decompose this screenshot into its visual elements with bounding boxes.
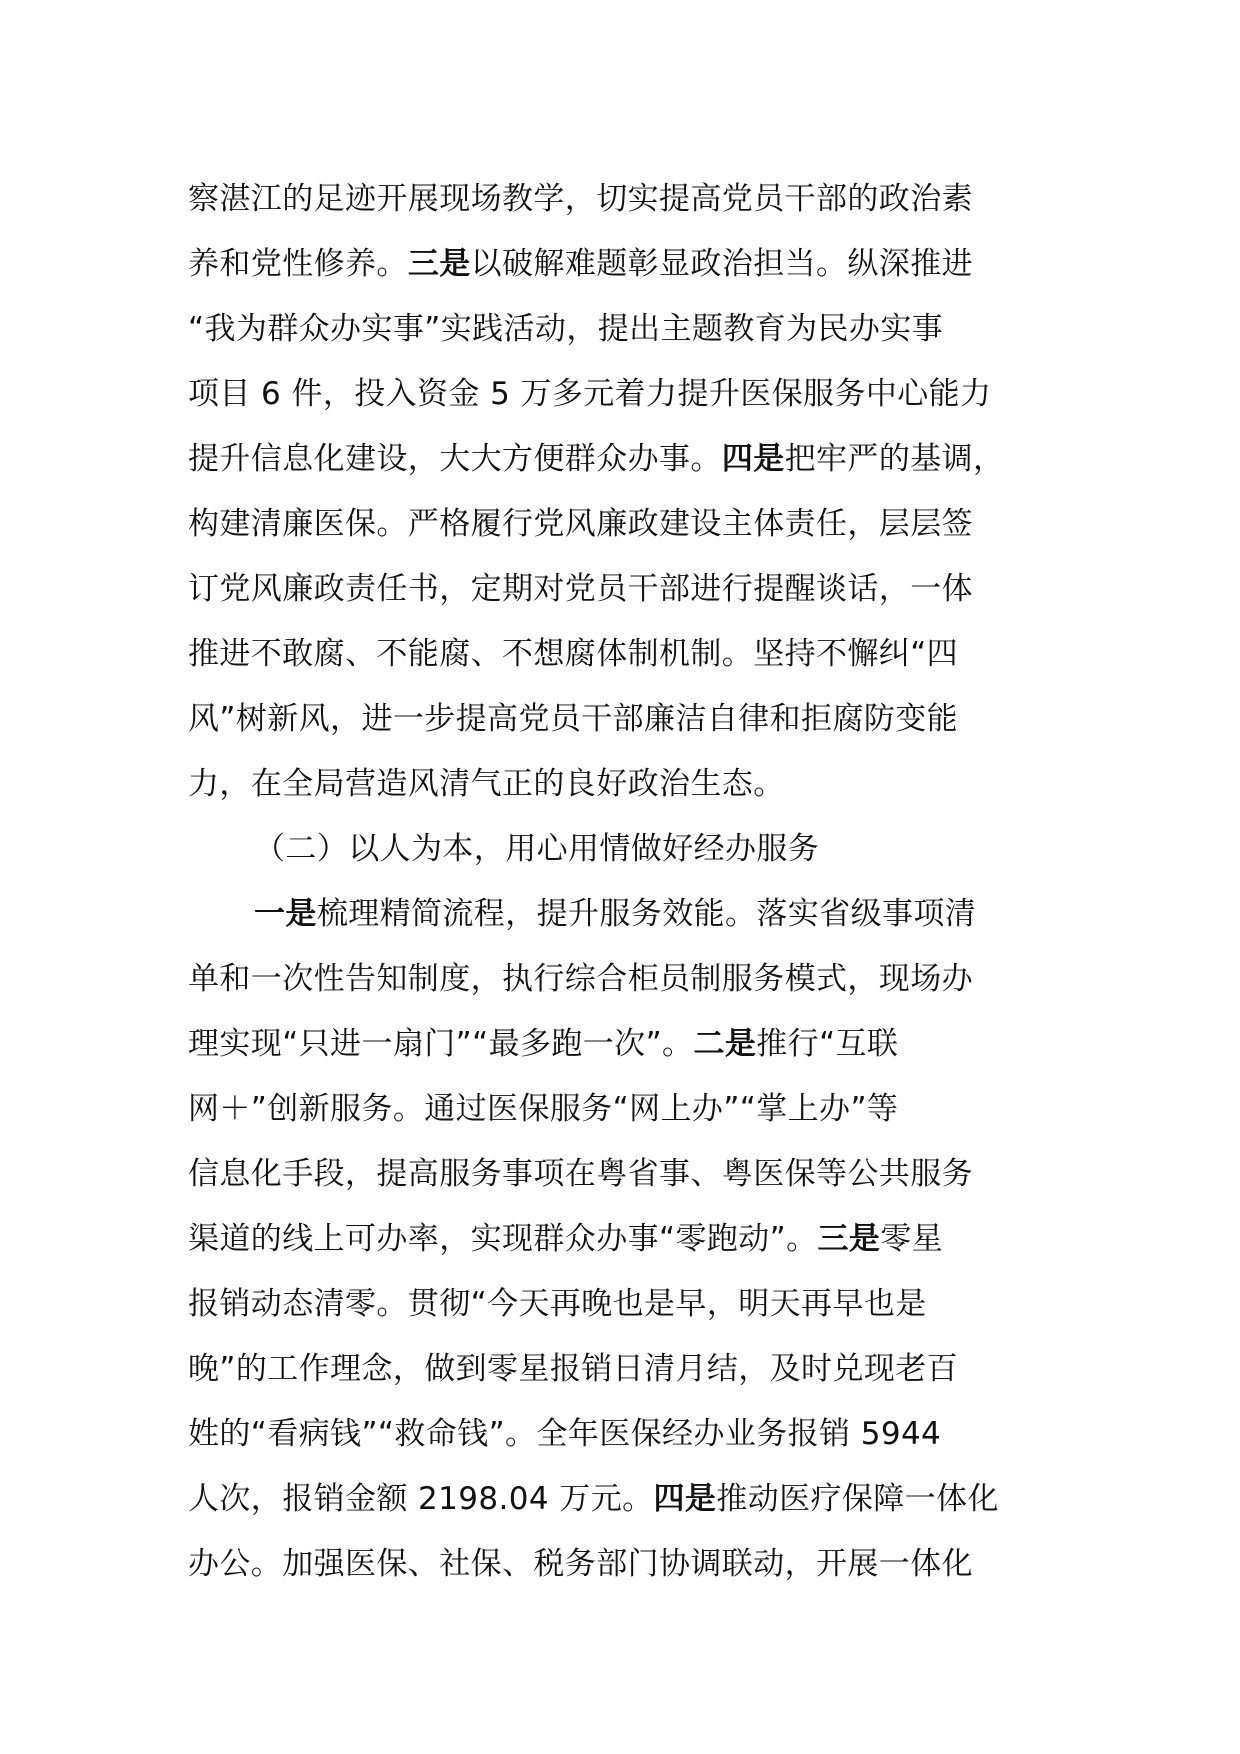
text-segment: 报销动态清零。贯彻“今天再晚也是早，明天再早也是: [188, 1286, 927, 1322]
text-segment: 姓的“看病钱”“救命钱”。全年医保经办业务报销 5944: [188, 1416, 942, 1452]
text-segment: 养和党性修养。: [188, 246, 408, 282]
bold-marker: 三是: [817, 1221, 881, 1257]
text-segment: 察湛江的足迹开展现场教学，切实提高党员干部的政治素: [188, 181, 973, 217]
text-line: [188, 362, 1088, 427]
text-segment: 力，在全局营造风清气正的良好政治生态。: [188, 766, 785, 802]
text-segment: 网＋”创新服务。通过医保服务“网上办”“掌上办”等: [188, 1091, 899, 1127]
text-line: [188, 1467, 1088, 1532]
text-segment: 风”树新风，进一步提高党员干部廉洁自律和拒腐防变能: [188, 701, 959, 737]
text-segment: 单和一次性告知制度，执行综合柜员制服务模式，现场办: [188, 961, 973, 997]
bold-marker: 二是: [693, 1026, 757, 1062]
text-line: [188, 492, 1088, 557]
text-segment: 把牢严的基调，: [784, 441, 1005, 477]
text-line: [188, 1142, 1088, 1207]
text-segment: 零星: [880, 1221, 944, 1257]
text-line: [188, 947, 1088, 1012]
bold-marker: 一是: [254, 896, 317, 932]
text-segment: 办公。加强医保、社保、税务部门协调联动，开展一体化: [188, 1546, 973, 1582]
text-segment: 提升信息化建设，大大方便群众办事。: [188, 441, 722, 477]
bold-marker: 四是: [653, 1481, 717, 1517]
text-line: [188, 1077, 1088, 1142]
text-segment: 晚”的工作理念，做到零星报销日清月结，及时兑现老百: [188, 1351, 959, 1387]
text-line: [188, 232, 1088, 297]
bold-marker: 三是: [407, 246, 471, 282]
text-segment: （二）以人为本，用心用情做好经办服务: [254, 831, 820, 867]
text-line: [188, 167, 1088, 232]
text-line: [188, 687, 1088, 752]
text-segment: 构建清廉医保。严格履行党风廉政建设主体责任，层层签: [188, 506, 973, 542]
text-line: [188, 1012, 1088, 1077]
text-line: [188, 1532, 1088, 1597]
text-segment: 以破解难题彰显政治担当。纵深推进: [470, 246, 974, 282]
text-segment: 渠道的线上可办率，实现群众办事“零跑动”。: [188, 1221, 818, 1257]
text-segment: 梳理精简流程，提升服务效能。落实省级事项清: [316, 896, 977, 932]
bold-marker: 四是: [721, 441, 785, 477]
text-line: [188, 297, 1088, 362]
text-line: [188, 817, 1088, 882]
text-segment: 项目 6 件，投入资金 5 万多元着力提升医保服务中心能力: [188, 376, 992, 412]
text-segment: 理实现“只进一扇门”“最多跑一次”。: [188, 1026, 694, 1062]
text-segment: 订党风廉政责任书，定期对党员干部进行提醒谈话，一体: [188, 571, 973, 607]
text-segment: 人次，报销金额 2198.04 万元。: [188, 1481, 654, 1517]
text-segment: 推行“互联: [756, 1026, 899, 1062]
text-line: [188, 1337, 1088, 1402]
text-segment: 信息化手段，提高服务事项在粤省事、粤医保等公共服务: [188, 1156, 973, 1192]
text-line: [188, 882, 1088, 947]
text-segment: 推动医疗保障一体化: [716, 1481, 999, 1517]
text-line: [188, 622, 1088, 687]
text-line: [188, 752, 1088, 817]
body-text: [188, 167, 1088, 1597]
text-line: [188, 1402, 1088, 1467]
text-segment: 推进不敢腐、不能腐、不想腐体制机制。坚持不懈纠“四: [188, 636, 959, 672]
text-line: [188, 557, 1088, 622]
text-line: [188, 1272, 1088, 1337]
text-line: [188, 1207, 1088, 1272]
text-line: [188, 427, 1088, 492]
text-segment: “我为群众办实事”实践活动，提出主题教育为民办实事: [188, 311, 944, 347]
